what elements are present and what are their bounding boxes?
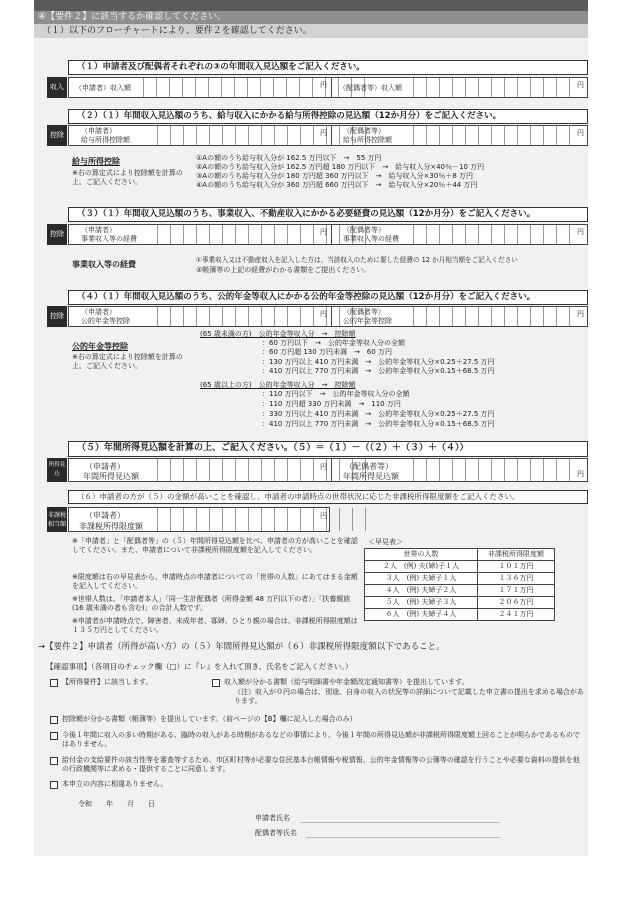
section2-input-row (68, 125, 588, 146)
applicant-label: （申請者） (85, 462, 125, 471)
section2-heading: （２）（１）年間収入見込額のうち、給与収入にかかる給与所得控除の見込額（12か月分）をご記入ください。 (68, 109, 588, 124)
section6-note-1: ※「申請者」と「配偶者等」の（５）年間所得見込額を比べ、申請者の方が高いことを確認してください。また、申請者について非課税所得限度額を記入してください。 (72, 537, 358, 554)
over65-rule-3: ：330 万円以上 410 万円未満 → 公的年金等収入分×0.25＋27.5 万円 (262, 410, 495, 418)
yen-unit: 円 (320, 512, 327, 520)
section4-side-label: 控除 (47, 306, 67, 327)
section4-input-row (68, 306, 588, 327)
expense-rule-2: ②帳簿等の上記の経費がわかる書類をご提出ください。 (196, 266, 371, 274)
annual-income-estimate-label: 年間所得見込額 (343, 472, 399, 481)
no-excess-income-text: 今後１年間に収入の多い時期がある、臨時の収入がある時期があるなどの事情により、今後１年間の所得見込額が非課税所得限度額上回ることが明らかであるものではありません。 (62, 731, 580, 748)
income-document-checkbox[interactable] (212, 679, 220, 687)
over65-heading: (65 歳以上の方) 公的年金等収入分 → 控除額 (200, 381, 356, 389)
limit-cell: １７１万円 (478, 585, 555, 597)
salary-rule-2: ②Aの額のうち給与収入分が 162.5 万円超 180 万円以下 → 給与収入分×40％－10 万円 (196, 163, 485, 171)
applicant-label: （申請者） (81, 127, 116, 135)
under65-heading: (65 歳未満の方) 公的年金等収入分 → 控除額 (200, 330, 356, 338)
expense-rule-1: ①事業収入又は不動産収入を記入した方は、当該収入のために要した経費の 12 か月相当額をご記入ください (196, 256, 518, 264)
section5-input-row (68, 458, 588, 482)
salary-deduction-label: 給与所得控除額 (343, 136, 392, 144)
spouse-annual-income-field[interactable] (413, 459, 582, 481)
household-cell: ２人 (例) 夫(婦)子１人 (365, 561, 478, 573)
salary-deduction-note-title: 給与所得控除 (72, 157, 120, 166)
table-row (365, 561, 555, 573)
yen-unit: 円 (320, 310, 327, 318)
under65-rule-1: ：60 万円以下 → 公的年金等収入分の全額 (262, 339, 405, 347)
business-expense-label: 事業収入等の経費 (343, 235, 399, 243)
household-cell: ５人 (例) 夫婦子３人 (365, 597, 478, 609)
salary-rule-4: ④Aの額のうち給与収入分が 360 万円超 660 万円以下 → 給与収入分×20％＋44 万円 (196, 181, 478, 189)
section3-side-label: 控除 (47, 224, 67, 245)
divider (331, 459, 332, 481)
section3-input-row (68, 224, 588, 245)
requirement-subtitle: （１）以下のフローチャートにより、要件２を確認してください。 (34, 24, 588, 38)
spouse-income-label: （配偶者等）収入額 (339, 84, 402, 92)
spouse-label: （配偶者等） (343, 127, 385, 135)
tax-exempt-limit-field[interactable] (157, 508, 378, 531)
yen-unit: 円 (577, 81, 584, 89)
spouse-name-field[interactable] (306, 837, 500, 838)
household-cell: ４人 (例) 夫婦子２人 (365, 585, 478, 597)
pension-deduction-label: 公的年金等控除 (343, 317, 392, 325)
table-row (365, 597, 555, 609)
divider (331, 78, 332, 97)
limit-cell: １３６万円 (478, 573, 555, 585)
section6-note-3: ※世帯人数は、「申請者本人」「同一生計配偶者（所得金額 48 万円以下の者）」「扶養親族(16 歳未満の者も含む)」の合計人数です。 (72, 595, 351, 612)
salary-deduction-label: 給与所得控除額 (81, 136, 130, 144)
declaration-text: 本申立の内容に相違ありません。 (62, 780, 168, 788)
salary-deduction-note: ※右の算定式により控除額を計算の上、ご記入ください。 (72, 169, 183, 186)
header-bar (34, 0, 588, 11)
deduction-document-checkbox[interactable] (50, 716, 58, 724)
applicant-income-label: （申請者）収入額 (75, 84, 131, 92)
household-cell: ６人 (例) 夫婦子４人 (365, 609, 478, 621)
quick-table-caption: ＜早見表＞ (368, 538, 403, 546)
under65-rule-3: ：130 万円以上 410 万円未満 → 公的年金等収入分×0.25＋27.5 万円 (262, 358, 495, 366)
applicant-label: （申請者） (81, 226, 116, 234)
yen-unit: 円 (577, 228, 584, 236)
table-header-household: 世帯の人数 (365, 549, 478, 561)
consent-checkbox[interactable] (50, 757, 58, 765)
declaration-checkbox[interactable] (50, 781, 58, 789)
spouse-label: （配偶者等） (343, 226, 385, 234)
salary-rule-3: ③Aの額のうち給与収入分が 180 万円超 360 万円以下 → 給与収入分×30％＋8 万円 (196, 172, 474, 180)
yen-unit: 円 (577, 470, 584, 478)
section6-note-4: ※申請者が申請時点で、障害者、未成年者、寡婦、ひとり親の場合は、非課税所得限度額は１３５万円としてください。 (72, 617, 358, 634)
yen-unit: 円 (320, 129, 327, 137)
business-expense-label: 事業収入等の経費 (81, 235, 137, 243)
spouse-label: （配偶者等） (345, 462, 393, 471)
spouse-income-field[interactable] (413, 78, 582, 97)
section1-heading: （１）申請者及び配偶者それぞれの③の年間収入見込額をご記入ください。 (68, 60, 588, 75)
limit-cell: ２０６万円 (478, 597, 555, 609)
section5-side-label: 所得見込 (47, 458, 67, 482)
tax-exempt-limit-label: 非課税所得限度額 (79, 522, 143, 531)
section1-side-label: 収入 (47, 77, 67, 98)
table-row (365, 609, 555, 621)
table-row (365, 585, 555, 597)
applicant-name-label: 申請者氏名 (255, 814, 290, 822)
section4-heading: （４）（１）年間収入見込額のうち、公的年金等収入にかかる公的年金等控除の見込額（12か月分）をご記入ください。 (68, 290, 588, 305)
spouse-label: （配偶者等） (343, 308, 385, 316)
divider (331, 307, 332, 326)
table-header-row (365, 549, 555, 561)
spouse-pension-deduction-field[interactable] (413, 307, 582, 326)
yen-unit: 円 (320, 81, 327, 89)
business-expense-note-title: 事業収入等の経費 (72, 260, 136, 269)
zero-income-note: （注）収入が０円の場合は、別途、自身の収入の状況等の詳細について記載した申立書の提出を求める場合があります。 (234, 688, 584, 705)
income-document-text: 収入額が分かる書類（給与明細書や年金額改定通知書等）を提出しています。 (224, 678, 469, 686)
annual-income-estimate-label: 年間所得見込額 (83, 472, 139, 481)
section6-input-row (68, 507, 330, 532)
divider (331, 225, 332, 244)
under65-rule-4: ：410 万円以上 770 万円未満 → 公的年金等収入分×0.15＋68.5 万円 (262, 367, 495, 375)
income-requirement-checkbox[interactable] (50, 679, 58, 687)
consent-text: 給付金の支給要件の該当性等を審査等するため、市区町村等が必要な住民基本台帳情報や税情報、公的年金情報等の公簿等の確認を行うことや必要な資料の提供を他の行政機関等に求める・提供することに同意します。 (62, 756, 580, 773)
spouse-salary-deduction-field[interactable] (413, 126, 582, 145)
pension-deduction-note: ※右の算定式により控除額を計算の上、ご記入ください。 (72, 353, 183, 370)
applicant-label: （申請者） (81, 308, 116, 316)
yen-unit: 円 (577, 129, 584, 137)
spouse-name-label: 配偶者等氏名 (255, 829, 297, 837)
yen-unit: 円 (577, 310, 584, 318)
table-row (365, 573, 555, 585)
over65-rule-1: ：110 万円以下 → 公的年金等収入分の全額 (262, 390, 410, 398)
section2-side-label: 控除 (47, 125, 67, 146)
requirement-title: ④【要件２】に該当するか確認してください。 (34, 11, 588, 24)
under65-rule-2: ：60 万円超 130 万円未満 → 60 万円 (262, 348, 392, 356)
over65-rule-4: ：410 万円以上 770 万円未満 → 公的年金等収入分×0.15＋68.5 万円 (262, 420, 495, 428)
yen-unit: 円 (320, 228, 327, 236)
applicant-label: （申請者） (85, 511, 125, 520)
table-header-limit: 非課税所得限度額 (478, 549, 555, 561)
over65-rule-2: ：110 万円超 330 万円未満 → 110 万円 (262, 400, 401, 408)
income-requirement-text: 【所得要件】に該当します。 (62, 678, 153, 686)
salary-rule-1: ①Aの額のうち給与収入分が 162.5 万円以下 → 55 万円 (196, 154, 382, 162)
side-label-line2: 相当額 (47, 520, 66, 528)
side-label-line1: 非課税 (47, 511, 66, 519)
spouse-business-expense-field[interactable] (413, 225, 582, 244)
section6-heading: （６）申請者の方が（５）の金額が高いことを確認し、申請者の申請時点の世帯状況に応じた非課税所得限度額をご記入ください。 (68, 490, 588, 504)
household-cell: ３人 (例) 夫婦子１人 (365, 573, 478, 585)
section3-heading: （３）（１）年間収入見込額のうち、事業収入、不動産収入にかかる必要経費の見込額（12か月分）をご記入ください。 (68, 207, 588, 222)
divider (331, 126, 332, 145)
section6-note-2: ※限度額は右の早見表から、申請時点の申請者についての「世帯の人数」にあてはまる金額を記入してください。 (72, 573, 358, 590)
yen-unit: 円 (320, 463, 327, 471)
section1-input-row (68, 77, 588, 98)
requirement2-conclusion: →【要件２】申請者（所得が高い方）の（５）年間所得見込額が（６）非課税所得限度額以下であること。 (38, 642, 445, 652)
limit-cell: １０１万円 (478, 561, 555, 573)
limit-cell: ２４１万円 (478, 609, 555, 621)
date-field[interactable]: 令和 年 月 日 (78, 800, 155, 808)
pension-deduction-note-title: 公的年金等控除 (72, 342, 128, 351)
quick-reference-table (364, 548, 555, 621)
deduction-document-text: 控除額が分かる書類（帳簿等）を提出しています。（前ページの【B】欄に記入した場合のみ） (62, 715, 357, 723)
section5-heading: （５）年間所得見込額を計算の上、ご記入ください。（５）＝（１）－（（２）＋（３）＋（４）） (68, 441, 588, 457)
no-excess-income-checkbox[interactable] (50, 732, 58, 740)
applicant-name-field[interactable] (300, 822, 500, 823)
pension-deduction-label: 公的年金等控除 (81, 317, 130, 325)
confirm-title: 【確認事項】（各項目のチェック欄（□）に『レ』を入れて頂き、氏名をご記入ください。） (46, 662, 353, 671)
section6-side-label (47, 507, 67, 532)
